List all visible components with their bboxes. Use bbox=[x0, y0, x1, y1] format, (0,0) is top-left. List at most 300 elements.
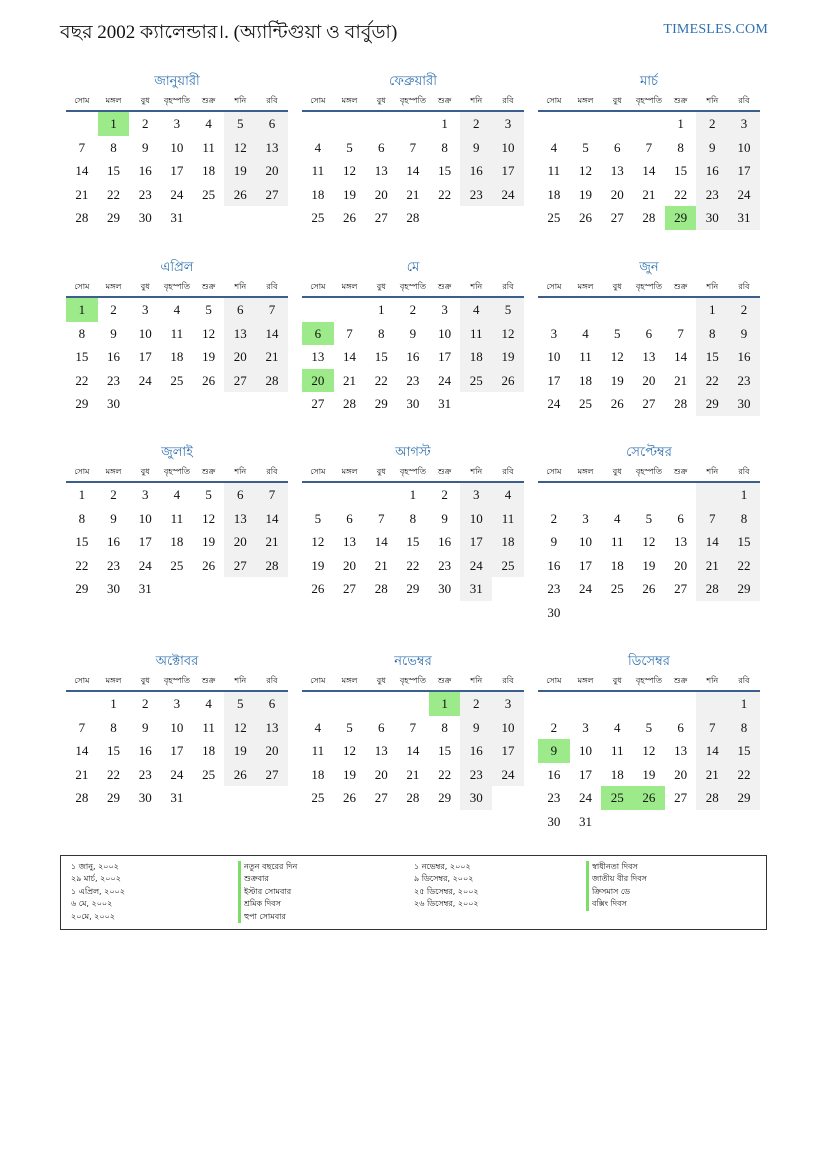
day-cell[interactable]: 12 bbox=[202, 510, 216, 526]
day-cell[interactable]: 9 bbox=[441, 510, 448, 526]
day-cell[interactable]: 24 bbox=[492, 763, 524, 787]
day-cell[interactable]: 16 bbox=[547, 557, 561, 573]
day-cell[interactable]: 25 bbox=[460, 369, 492, 393]
day-cell[interactable]: 25 bbox=[311, 790, 325, 805]
day-cell[interactable]: 22 bbox=[696, 369, 728, 393]
day-cell[interactable]: 12 bbox=[579, 163, 593, 178]
day-cell[interactable]: 8 bbox=[441, 139, 448, 155]
day-cell[interactable]: 6 bbox=[256, 692, 288, 716]
day-cell[interactable]: 20 bbox=[343, 557, 357, 573]
day-cell[interactable]: 29 bbox=[696, 392, 728, 416]
day-cell[interactable]: 8 bbox=[441, 719, 448, 735]
day-cell[interactable]: 3 bbox=[582, 719, 589, 735]
day-cell[interactable]: 18 bbox=[170, 534, 184, 549]
day-cell[interactable]: 9 bbox=[110, 510, 117, 526]
day-cell[interactable]: 23 bbox=[460, 183, 492, 207]
day-cell[interactable]: 27 bbox=[224, 554, 256, 578]
day-cell[interactable]: 24 bbox=[579, 790, 593, 805]
day-cell[interactable]: 15 bbox=[438, 163, 452, 178]
day-cell[interactable]: 5 bbox=[314, 510, 322, 526]
day-cell[interactable]: 26 bbox=[610, 396, 624, 411]
day-cell[interactable]: 25 bbox=[492, 554, 524, 578]
day-cell[interactable]: 10 bbox=[438, 325, 452, 341]
day-cell[interactable]: 21 bbox=[75, 766, 89, 782]
day-cell[interactable]: 3 bbox=[550, 325, 558, 341]
day-cell[interactable]: 31 bbox=[460, 577, 492, 601]
day-cell[interactable]: 26 bbox=[224, 183, 256, 207]
day-cell[interactable]: 16 bbox=[406, 349, 420, 364]
day-cell[interactable]: 22 bbox=[75, 557, 89, 573]
day-cell[interactable]: 8 bbox=[728, 716, 760, 740]
day-cell[interactable]: 18 bbox=[460, 345, 492, 369]
day-cell[interactable]: 21 bbox=[696, 763, 728, 787]
day-cell[interactable]: 19 bbox=[343, 186, 357, 202]
day-cell[interactable]: 18 bbox=[610, 766, 624, 782]
day-cell[interactable]: 10 bbox=[728, 136, 760, 160]
day-cell[interactable]: 7 bbox=[409, 719, 417, 735]
day-cell[interactable]: 4 bbox=[550, 139, 558, 155]
day-cell[interactable]: 24 bbox=[547, 396, 561, 411]
day-cell[interactable]: 26 bbox=[343, 790, 357, 805]
day-cell[interactable]: 21 bbox=[343, 372, 357, 388]
day-cell[interactable]: 9 bbox=[460, 136, 492, 160]
day-cell[interactable]: 6 bbox=[224, 298, 256, 322]
day-cell[interactable]: 28 bbox=[75, 210, 89, 225]
day-cell[interactable]: 11 bbox=[547, 163, 561, 178]
day-cell[interactable]: 17 bbox=[579, 557, 593, 573]
day-cell[interactable]: 24 bbox=[438, 372, 452, 388]
day-cell[interactable]: 13 bbox=[256, 716, 288, 740]
day-cell[interactable]: 8 bbox=[696, 322, 728, 346]
day-cell[interactable]: 3 bbox=[141, 487, 149, 502]
day-cell[interactable]: 13 bbox=[674, 534, 688, 549]
day-cell[interactable]: 1 bbox=[441, 116, 448, 131]
day-cell[interactable]: 16 bbox=[138, 163, 152, 178]
day-cell[interactable]: 18 bbox=[610, 557, 624, 573]
day-cell[interactable]: 26 bbox=[579, 210, 593, 225]
day-cell[interactable]: 9 bbox=[110, 325, 117, 341]
day-cell[interactable]: 11 bbox=[311, 743, 325, 758]
day-cell[interactable]: 17 bbox=[547, 372, 561, 388]
day-cell[interactable]: 2 bbox=[550, 719, 558, 735]
day-cell[interactable]: 14 bbox=[256, 507, 288, 531]
day-cell[interactable]: 30 bbox=[107, 581, 121, 596]
day-cell[interactable]: 7 bbox=[256, 298, 288, 322]
day-cell[interactable]: 31 bbox=[579, 813, 593, 829]
day-cell[interactable]: 8 bbox=[728, 507, 760, 531]
day-cell[interactable]: 7 bbox=[256, 483, 288, 507]
day-cell[interactable]: 12 bbox=[224, 716, 256, 740]
day-cell[interactable]: 17 bbox=[460, 530, 492, 554]
day-cell[interactable]: 27 bbox=[256, 763, 288, 787]
day-cell[interactable]: 16 bbox=[728, 345, 760, 369]
day-cell[interactable]: 31 bbox=[138, 581, 152, 596]
day-cell[interactable]: 2 bbox=[110, 302, 117, 317]
day-cell[interactable]: 12 bbox=[492, 322, 524, 346]
day-cell[interactable]: 2 bbox=[409, 302, 417, 317]
day-cell[interactable]: 23 bbox=[406, 372, 420, 388]
day-cell[interactable]: 3 bbox=[173, 116, 181, 131]
day-cell[interactable]: 28 bbox=[642, 210, 656, 225]
day-cell[interactable]: 27 bbox=[674, 581, 688, 596]
day-cell[interactable]: 10 bbox=[492, 136, 524, 160]
day-cell[interactable]: 28 bbox=[256, 369, 288, 393]
day-cell[interactable]: 10 bbox=[579, 534, 593, 549]
day-cell[interactable]: 23 bbox=[460, 763, 492, 787]
day-cell[interactable]: 9 bbox=[460, 716, 492, 740]
day-cell[interactable]: 29 bbox=[406, 581, 420, 596]
day-cell[interactable]: 11 bbox=[311, 163, 325, 178]
day-cell[interactable]: 23 bbox=[696, 183, 728, 207]
day-cell[interactable]: 24 bbox=[492, 183, 524, 207]
day-cell[interactable]: 15 bbox=[696, 345, 728, 369]
day-cell[interactable]: 9 bbox=[696, 136, 728, 160]
day-cell[interactable]: 16 bbox=[696, 159, 728, 183]
day-cell[interactable]: 30 bbox=[406, 396, 420, 411]
day-cell[interactable]: 23 bbox=[138, 186, 152, 202]
day-cell[interactable]: 13 bbox=[343, 534, 357, 549]
day-cell[interactable]: 14 bbox=[406, 743, 420, 758]
day-cell[interactable]: 3 bbox=[728, 112, 760, 136]
day-cell[interactable]: 29 bbox=[374, 396, 388, 411]
day-cell[interactable]: 21 bbox=[674, 372, 688, 388]
day-cell[interactable]: 29 bbox=[728, 577, 760, 601]
day-cell[interactable]: 27 bbox=[610, 210, 624, 225]
day-cell[interactable]: 6 bbox=[645, 325, 653, 341]
day-cell[interactable]: 18 bbox=[547, 186, 561, 202]
day-cell[interactable]: 3 bbox=[441, 302, 448, 317]
day-cell[interactable]: 17 bbox=[438, 349, 452, 364]
day-cell[interactable]: 22 bbox=[107, 766, 121, 782]
day-cell[interactable]: 20 bbox=[256, 739, 288, 763]
day-cell[interactable]: 6 bbox=[224, 483, 256, 507]
day-cell[interactable]: 6 bbox=[256, 112, 288, 136]
day-cell[interactable]: 5 bbox=[205, 302, 212, 317]
day-cell[interactable]: 3 bbox=[492, 112, 524, 136]
day-cell[interactable]: 27 bbox=[256, 183, 288, 207]
holiday-day-cell[interactable]: 6 bbox=[302, 322, 334, 346]
day-cell[interactable]: 2 bbox=[110, 487, 117, 502]
day-cell[interactable]: 10 bbox=[138, 325, 152, 341]
day-cell[interactable]: 25 bbox=[170, 557, 184, 573]
day-cell[interactable]: 11 bbox=[610, 743, 624, 758]
day-cell[interactable]: 21 bbox=[75, 186, 89, 202]
day-cell[interactable]: 20 bbox=[256, 159, 288, 183]
day-cell[interactable]: 12 bbox=[224, 136, 256, 160]
day-cell[interactable]: 7 bbox=[78, 719, 86, 735]
day-cell[interactable]: 3 bbox=[141, 302, 149, 317]
day-cell[interactable]: 28 bbox=[696, 786, 728, 810]
day-cell[interactable]: 27 bbox=[374, 210, 388, 225]
day-cell[interactable]: 22 bbox=[728, 554, 760, 578]
day-cell[interactable]: 14 bbox=[696, 530, 728, 554]
day-cell[interactable]: 17 bbox=[138, 534, 152, 549]
day-cell[interactable]: 19 bbox=[343, 766, 357, 782]
day-cell[interactable]: 14 bbox=[674, 349, 688, 364]
day-cell[interactable]: 10 bbox=[547, 349, 561, 364]
day-cell[interactable]: 22 bbox=[674, 186, 688, 202]
day-cell[interactable]: 24 bbox=[728, 183, 760, 207]
day-cell[interactable]: 21 bbox=[374, 557, 388, 573]
day-cell[interactable]: 26 bbox=[492, 369, 524, 393]
day-cell[interactable]: 13 bbox=[674, 743, 688, 758]
day-cell[interactable]: 8 bbox=[78, 325, 86, 341]
day-cell[interactable]: 24 bbox=[460, 554, 492, 578]
day-cell[interactable]: 3 bbox=[460, 483, 492, 507]
day-cell[interactable]: 5 bbox=[346, 139, 353, 155]
day-cell[interactable]: 21 bbox=[406, 186, 420, 202]
day-cell[interactable]: 1 bbox=[78, 487, 86, 502]
day-cell[interactable]: 21 bbox=[256, 345, 288, 369]
day-cell[interactable]: 26 bbox=[311, 581, 325, 596]
day-cell[interactable]: 21 bbox=[696, 554, 728, 578]
day-cell[interactable]: 24 bbox=[138, 372, 152, 388]
day-cell[interactable]: 23 bbox=[547, 581, 561, 596]
day-cell[interactable]: 13 bbox=[224, 507, 256, 531]
day-cell[interactable]: 5 bbox=[492, 298, 524, 322]
holiday-day-cell[interactable]: 1 bbox=[429, 692, 461, 716]
day-cell[interactable]: 7 bbox=[677, 325, 684, 341]
day-cell[interactable]: 23 bbox=[547, 790, 561, 805]
day-cell[interactable]: 25 bbox=[202, 186, 216, 202]
day-cell[interactable]: 18 bbox=[202, 163, 216, 178]
day-cell[interactable]: 26 bbox=[202, 372, 216, 388]
day-cell[interactable]: 2 bbox=[441, 487, 448, 502]
day-cell[interactable]: 15 bbox=[107, 163, 121, 178]
day-cell[interactable]: 30 bbox=[460, 786, 492, 810]
day-cell[interactable]: 15 bbox=[438, 743, 452, 758]
day-cell[interactable]: 27 bbox=[343, 581, 357, 596]
day-cell[interactable]: 2 bbox=[460, 692, 492, 716]
day-cell[interactable]: 12 bbox=[642, 534, 656, 549]
day-cell[interactable]: 15 bbox=[728, 530, 760, 554]
day-cell[interactable]: 20 bbox=[224, 345, 256, 369]
day-cell[interactable]: 30 bbox=[547, 604, 561, 620]
day-cell[interactable]: 19 bbox=[224, 159, 256, 183]
day-cell[interactable]: 19 bbox=[492, 345, 524, 369]
day-cell[interactable]: 19 bbox=[579, 186, 593, 202]
day-cell[interactable]: 12 bbox=[610, 349, 624, 364]
holiday-day-cell[interactable]: 26 bbox=[633, 786, 665, 810]
day-cell[interactable]: 14 bbox=[75, 743, 89, 758]
day-cell[interactable]: 18 bbox=[311, 766, 325, 782]
day-cell[interactable]: 17 bbox=[492, 159, 524, 183]
day-cell[interactable]: 25 bbox=[579, 396, 593, 411]
day-cell[interactable]: 6 bbox=[377, 719, 385, 735]
day-cell[interactable]: 29 bbox=[107, 790, 121, 805]
day-cell[interactable]: 23 bbox=[438, 557, 452, 573]
day-cell[interactable]: 6 bbox=[346, 510, 353, 526]
day-cell[interactable]: 22 bbox=[728, 763, 760, 787]
day-cell[interactable]: 10 bbox=[138, 510, 152, 526]
day-cell[interactable]: 5 bbox=[613, 325, 621, 341]
day-cell[interactable]: 30 bbox=[547, 813, 561, 829]
day-cell[interactable]: 23 bbox=[107, 557, 121, 573]
day-cell[interactable]: 16 bbox=[460, 159, 492, 183]
day-cell[interactable]: 8 bbox=[110, 139, 117, 155]
day-cell[interactable]: 31 bbox=[170, 790, 184, 805]
day-cell[interactable]: 18 bbox=[492, 530, 524, 554]
day-cell[interactable]: 27 bbox=[674, 790, 688, 805]
day-cell[interactable]: 7 bbox=[78, 139, 86, 155]
day-cell[interactable]: 1 bbox=[409, 487, 417, 502]
day-cell[interactable]: 5 bbox=[346, 719, 353, 735]
day-cell[interactable]: 23 bbox=[107, 372, 121, 388]
day-cell[interactable]: 4 bbox=[173, 302, 181, 317]
day-cell[interactable]: 30 bbox=[138, 210, 152, 225]
day-cell[interactable]: 2 bbox=[141, 116, 149, 131]
day-cell[interactable]: 24 bbox=[579, 581, 593, 596]
day-cell[interactable]: 20 bbox=[642, 372, 656, 388]
day-cell[interactable]: 9 bbox=[141, 719, 149, 735]
day-cell[interactable]: 3 bbox=[492, 692, 524, 716]
day-cell[interactable]: 30 bbox=[107, 396, 121, 411]
day-cell[interactable]: 30 bbox=[438, 581, 452, 596]
day-cell[interactable]: 4 bbox=[173, 487, 181, 502]
day-cell[interactable]: 6 bbox=[613, 139, 621, 155]
day-cell[interactable]: 11 bbox=[460, 322, 492, 346]
day-cell[interactable]: 29 bbox=[107, 210, 121, 225]
day-cell[interactable]: 16 bbox=[107, 349, 121, 364]
day-cell[interactable]: 16 bbox=[438, 534, 452, 549]
day-cell[interactable]: 15 bbox=[674, 163, 688, 178]
day-cell[interactable]: 2 bbox=[460, 112, 492, 136]
day-cell[interactable]: 11 bbox=[170, 510, 184, 526]
day-cell[interactable]: 7 bbox=[346, 325, 353, 341]
day-cell[interactable]: 9 bbox=[728, 322, 760, 346]
holiday-day-cell[interactable]: 25 bbox=[601, 786, 633, 810]
day-cell[interactable]: 10 bbox=[460, 507, 492, 531]
day-cell[interactable]: 23 bbox=[138, 766, 152, 782]
day-cell[interactable]: 11 bbox=[610, 534, 624, 549]
holiday-day-cell[interactable]: 1 bbox=[66, 298, 98, 322]
day-cell[interactable]: 6 bbox=[677, 510, 684, 526]
day-cell[interactable]: 4 bbox=[205, 116, 212, 131]
day-cell[interactable]: 22 bbox=[75, 372, 89, 388]
day-cell[interactable]: 31 bbox=[438, 396, 452, 411]
day-cell[interactable]: 4 bbox=[582, 325, 589, 341]
day-cell[interactable]: 28 bbox=[343, 396, 357, 411]
day-cell[interactable]: 25 bbox=[170, 372, 184, 388]
day-cell[interactable]: 28 bbox=[406, 790, 420, 805]
day-cell[interactable]: 31 bbox=[170, 210, 184, 225]
day-cell[interactable]: 15 bbox=[107, 743, 121, 758]
day-cell[interactable]: 18 bbox=[202, 743, 216, 758]
day-cell[interactable]: 20 bbox=[674, 557, 688, 573]
day-cell[interactable]: 4 bbox=[205, 696, 212, 711]
day-cell[interactable]: 30 bbox=[138, 790, 152, 805]
day-cell[interactable]: 11 bbox=[202, 719, 215, 735]
day-cell[interactable]: 17 bbox=[170, 163, 184, 178]
day-cell[interactable]: 3 bbox=[173, 696, 181, 711]
day-cell[interactable]: 26 bbox=[343, 210, 357, 225]
day-cell[interactable]: 7 bbox=[377, 510, 385, 526]
day-cell[interactable]: 19 bbox=[202, 349, 216, 364]
day-cell[interactable]: 30 bbox=[728, 392, 760, 416]
day-cell[interactable]: 10 bbox=[492, 716, 524, 740]
day-cell[interactable]: 29 bbox=[728, 786, 760, 810]
day-cell[interactable]: 5 bbox=[645, 719, 653, 735]
day-cell[interactable]: 8 bbox=[677, 139, 684, 155]
day-cell[interactable]: 28 bbox=[374, 581, 388, 596]
day-cell[interactable]: 24 bbox=[170, 186, 184, 202]
day-cell[interactable]: 1 bbox=[110, 696, 117, 711]
day-cell[interactable]: 9 bbox=[550, 534, 558, 549]
day-cell[interactable]: 1 bbox=[728, 692, 760, 716]
day-cell[interactable]: 2 bbox=[696, 112, 728, 136]
day-cell[interactable]: 12 bbox=[343, 163, 357, 178]
day-cell[interactable]: 15 bbox=[75, 534, 89, 549]
day-cell[interactable]: 15 bbox=[374, 349, 388, 364]
day-cell[interactable]: 17 bbox=[170, 743, 184, 758]
day-cell[interactable]: 13 bbox=[610, 163, 624, 178]
day-cell[interactable]: 29 bbox=[75, 581, 89, 596]
day-cell[interactable]: 23 bbox=[728, 369, 760, 393]
day-cell[interactable]: 4 bbox=[314, 719, 322, 735]
day-cell[interactable]: 18 bbox=[579, 372, 593, 388]
day-cell[interactable]: 4 bbox=[492, 483, 524, 507]
day-cell[interactable]: 19 bbox=[642, 557, 656, 573]
day-cell[interactable]: 11 bbox=[492, 507, 524, 531]
day-cell[interactable]: 12 bbox=[202, 325, 216, 341]
day-cell[interactable]: 1 bbox=[728, 483, 760, 507]
day-cell[interactable]: 19 bbox=[642, 766, 656, 782]
day-cell[interactable]: 8 bbox=[78, 510, 86, 526]
day-cell[interactable]: 22 bbox=[374, 372, 388, 388]
day-cell[interactable]: 10 bbox=[170, 139, 184, 155]
day-cell[interactable]: 11 bbox=[170, 325, 184, 341]
day-cell[interactable]: 20 bbox=[374, 186, 388, 202]
day-cell[interactable]: 31 bbox=[728, 206, 760, 230]
day-cell[interactable]: 21 bbox=[642, 186, 656, 202]
day-cell[interactable]: 7 bbox=[696, 716, 728, 740]
day-cell[interactable]: 13 bbox=[256, 136, 288, 160]
day-cell[interactable]: 22 bbox=[438, 766, 452, 782]
day-cell[interactable]: 15 bbox=[75, 349, 89, 364]
day-cell[interactable]: 24 bbox=[170, 766, 184, 782]
day-cell[interactable]: 30 bbox=[696, 206, 728, 230]
day-cell[interactable]: 20 bbox=[610, 186, 624, 202]
day-cell[interactable]: 29 bbox=[75, 396, 89, 411]
day-cell[interactable]: 22 bbox=[438, 186, 452, 202]
day-cell[interactable]: 13 bbox=[642, 349, 656, 364]
day-cell[interactable]: 14 bbox=[374, 534, 388, 549]
day-cell[interactable]: 3 bbox=[582, 510, 589, 526]
day-cell[interactable]: 4 bbox=[460, 298, 492, 322]
day-cell[interactable]: 19 bbox=[202, 534, 216, 549]
day-cell[interactable]: 26 bbox=[642, 581, 656, 596]
day-cell[interactable]: 6 bbox=[377, 139, 385, 155]
day-cell[interactable]: 19 bbox=[224, 739, 256, 763]
day-cell[interactable]: 4 bbox=[613, 510, 621, 526]
day-cell[interactable]: 9 bbox=[409, 325, 417, 341]
day-cell[interactable]: 28 bbox=[696, 577, 728, 601]
day-cell[interactable]: 15 bbox=[406, 534, 420, 549]
day-cell[interactable]: 7 bbox=[409, 139, 417, 155]
day-cell[interactable]: 27 bbox=[642, 396, 656, 411]
day-cell[interactable]: 5 bbox=[224, 112, 256, 136]
day-cell[interactable]: 8 bbox=[409, 510, 417, 526]
day-cell[interactable]: 5 bbox=[582, 139, 589, 155]
day-cell[interactable]: 27 bbox=[224, 369, 256, 393]
day-cell[interactable]: 5 bbox=[205, 487, 212, 502]
day-cell[interactable]: 18 bbox=[311, 186, 325, 202]
holiday-day-cell[interactable]: 20 bbox=[302, 369, 334, 393]
day-cell[interactable]: 27 bbox=[311, 396, 325, 411]
site-link[interactable]: TIMESLES.COM bbox=[663, 22, 768, 37]
day-cell[interactable]: 25 bbox=[202, 766, 216, 782]
day-cell[interactable]: 10 bbox=[170, 719, 184, 735]
